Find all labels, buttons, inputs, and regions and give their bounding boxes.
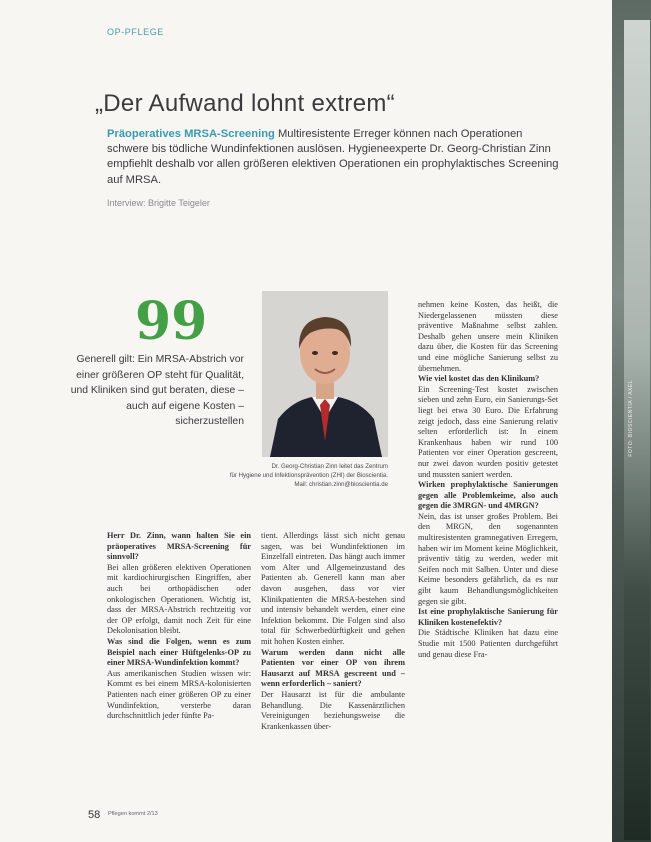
interview-answer: Aus amerikanischen Studien wissen wir: Kommt es bei einem MRSA-kolonisierten Patienten nach einer größeren OP zu einer Wundinfektion, versterbe daran durchschnittlich jeder fünfte Pa- bbox=[107, 668, 251, 721]
interview-question: Was sind die Folgen, wenn es zum Beispiel nach einer Hüftgelenks-OP zu einer MRSA-Wundinfektion kommt? bbox=[107, 636, 251, 668]
intro-lead: Präoperatives MRSA-Screening bbox=[107, 128, 275, 140]
interview-answer: nehmen keine Kosten, das heißt, die Niedergelassenen müssten diese präventive Maßnahme selbst zahlen. Deshalb gehen unsere mein Kliniken dazu über, die Kosten für das Screening und eine mögliche Sanierung selbst zu übernehmen. bbox=[418, 300, 558, 373]
section-label: OP-PFLEGE bbox=[107, 27, 164, 37]
interview-question: Warum werden dann nicht alle Patienten vor einer OP von ihrem Hausarzt auf MRSA gescreent und – wenn erforderlich – saniert? bbox=[261, 647, 405, 689]
interview-answer: Die Städtische Kliniken hat dazu eine Studie mit 1500 Patienten durchgeführt und genau diese Fra- bbox=[418, 628, 558, 659]
caption-line-2: für Hygiene und Infektionsprävention (ZHI) der Bioscientia. bbox=[229, 472, 388, 479]
side-photo-credit: FOTO: BIOSCIENTIA / AXEL bbox=[628, 380, 634, 457]
interview-answer: Der Hausarzt ist für die ambulante Behandlung. Die Kassenärztlichen Vereinigungen beziehungsweise die Krankenkassen über- bbox=[261, 689, 405, 731]
text-column-2 bbox=[261, 531, 405, 732]
portrait-illustration bbox=[262, 291, 388, 457]
caption-line-3: Mail: christian.zinn@bioscientia.de bbox=[294, 481, 388, 488]
photo-caption bbox=[164, 462, 388, 489]
adjacent-page-edge bbox=[612, 0, 651, 842]
intro-text: Multiresistente Erreger können nach Operationen schwere bis tödliche Wundinfektionen auslösen. Hygieneexperte Dr. Georg-Christian Zinn empfiehlt deshalb vor allen größeren elektiven Operationen ein prophylaktisches Screening auf MRSA. bbox=[107, 128, 559, 186]
interview-question: Wirken prophylaktische Sanierungen gegen alle Problemkeime, also auch gegen die 3MRGN- und 4MRGN? bbox=[418, 480, 558, 511]
portrait-photo bbox=[262, 291, 388, 457]
quote-mark-icon: 99 bbox=[135, 291, 208, 352]
interview-question: Ist eine prophylaktische Sanierung für Kliniken kostenefektiv? bbox=[418, 607, 558, 627]
text-column-3 bbox=[418, 300, 558, 660]
page-number: 58 bbox=[88, 809, 101, 821]
byline: Interview: Brigitte Teigeler bbox=[107, 198, 210, 208]
article-headline: „Der Aufwand lohnt extrem“ bbox=[95, 90, 395, 118]
text-column-1 bbox=[107, 531, 251, 722]
interview-answer: tient. Allerdings lässt sich nicht genau sagen, was bei Wundinfektionen im Einzelfall eintreten. Das hängt auch immer vom Alter und Allgemeinzustand des Patienten ab. Generell kann man aber davon ausgehen, dass vor vier Klinikpatienten die MRSA-bestehen sind und intensiv behandelt werden, einer eine Infektion bekommt. Die Folgen sind also total für Schwerbedürftigkeit und gehen mit hohen Kosten einher. bbox=[261, 531, 405, 646]
interview-question: Wie viel kostet das den Klinikum? bbox=[418, 374, 540, 384]
interview-question: Herr Dr. Zinn, wann halten Sie ein präoperatives MRSA-Screening für sinnvoll? bbox=[107, 531, 251, 562]
interview-answer: Bei allen größeren elektiven Operationen mit kardiochirurgischen Eingriffen, aber auch bei orthopädischen oder onkologischen Operationen. Wichtig ist, dass der MRSA-Abstrich rechtzeitig vor der OP erfolgt, damit noch Zeit für eine Dekolonisation bleibt. bbox=[107, 562, 251, 636]
article-intro bbox=[107, 127, 567, 188]
caption-line-1: Dr. Georg-Christian Zinn leitet das Zentrum bbox=[271, 463, 388, 470]
interview-answer: Nein, das ist unser großes Problem. Bei den MRGN, den sogenannten multiresistenten gramnegativen Erregern, haben wir im Moment keine Möglichkeit, präventiv tätig zu werden, weder mit Seifen noch mit Salben. Unter und diese Keime besonders gefährlich, da es nur gibt kaum Behandlungsmöglichkeiten gegen sie gibt. bbox=[418, 511, 558, 606]
footer-magazine-issue: Pflegen kommt 2/13 bbox=[108, 811, 158, 817]
pull-quote: Generell gilt: Ein MRSA-Abstrich vor einer größeren OP steht für Qualität, und Kliniken sind gut beraten, diese – auch auf eigene Kosten – sicherzustellen bbox=[70, 354, 244, 428]
interview-answer: Ein Screening-Test kostet zwischen sieben und zehn Euro, ein Sanierungs-Set liegt bei etwa 30 Euro. Die Erfahrung zeigt jedoch, dass eine Sanierung relativ selten erforderlich ist: In einem Krankenhaus haben wir rund 100 Patienten vor einer Operation gescreent, nur zwei davon wurden positiv getestet und mussten saniert werden. bbox=[418, 384, 558, 479]
